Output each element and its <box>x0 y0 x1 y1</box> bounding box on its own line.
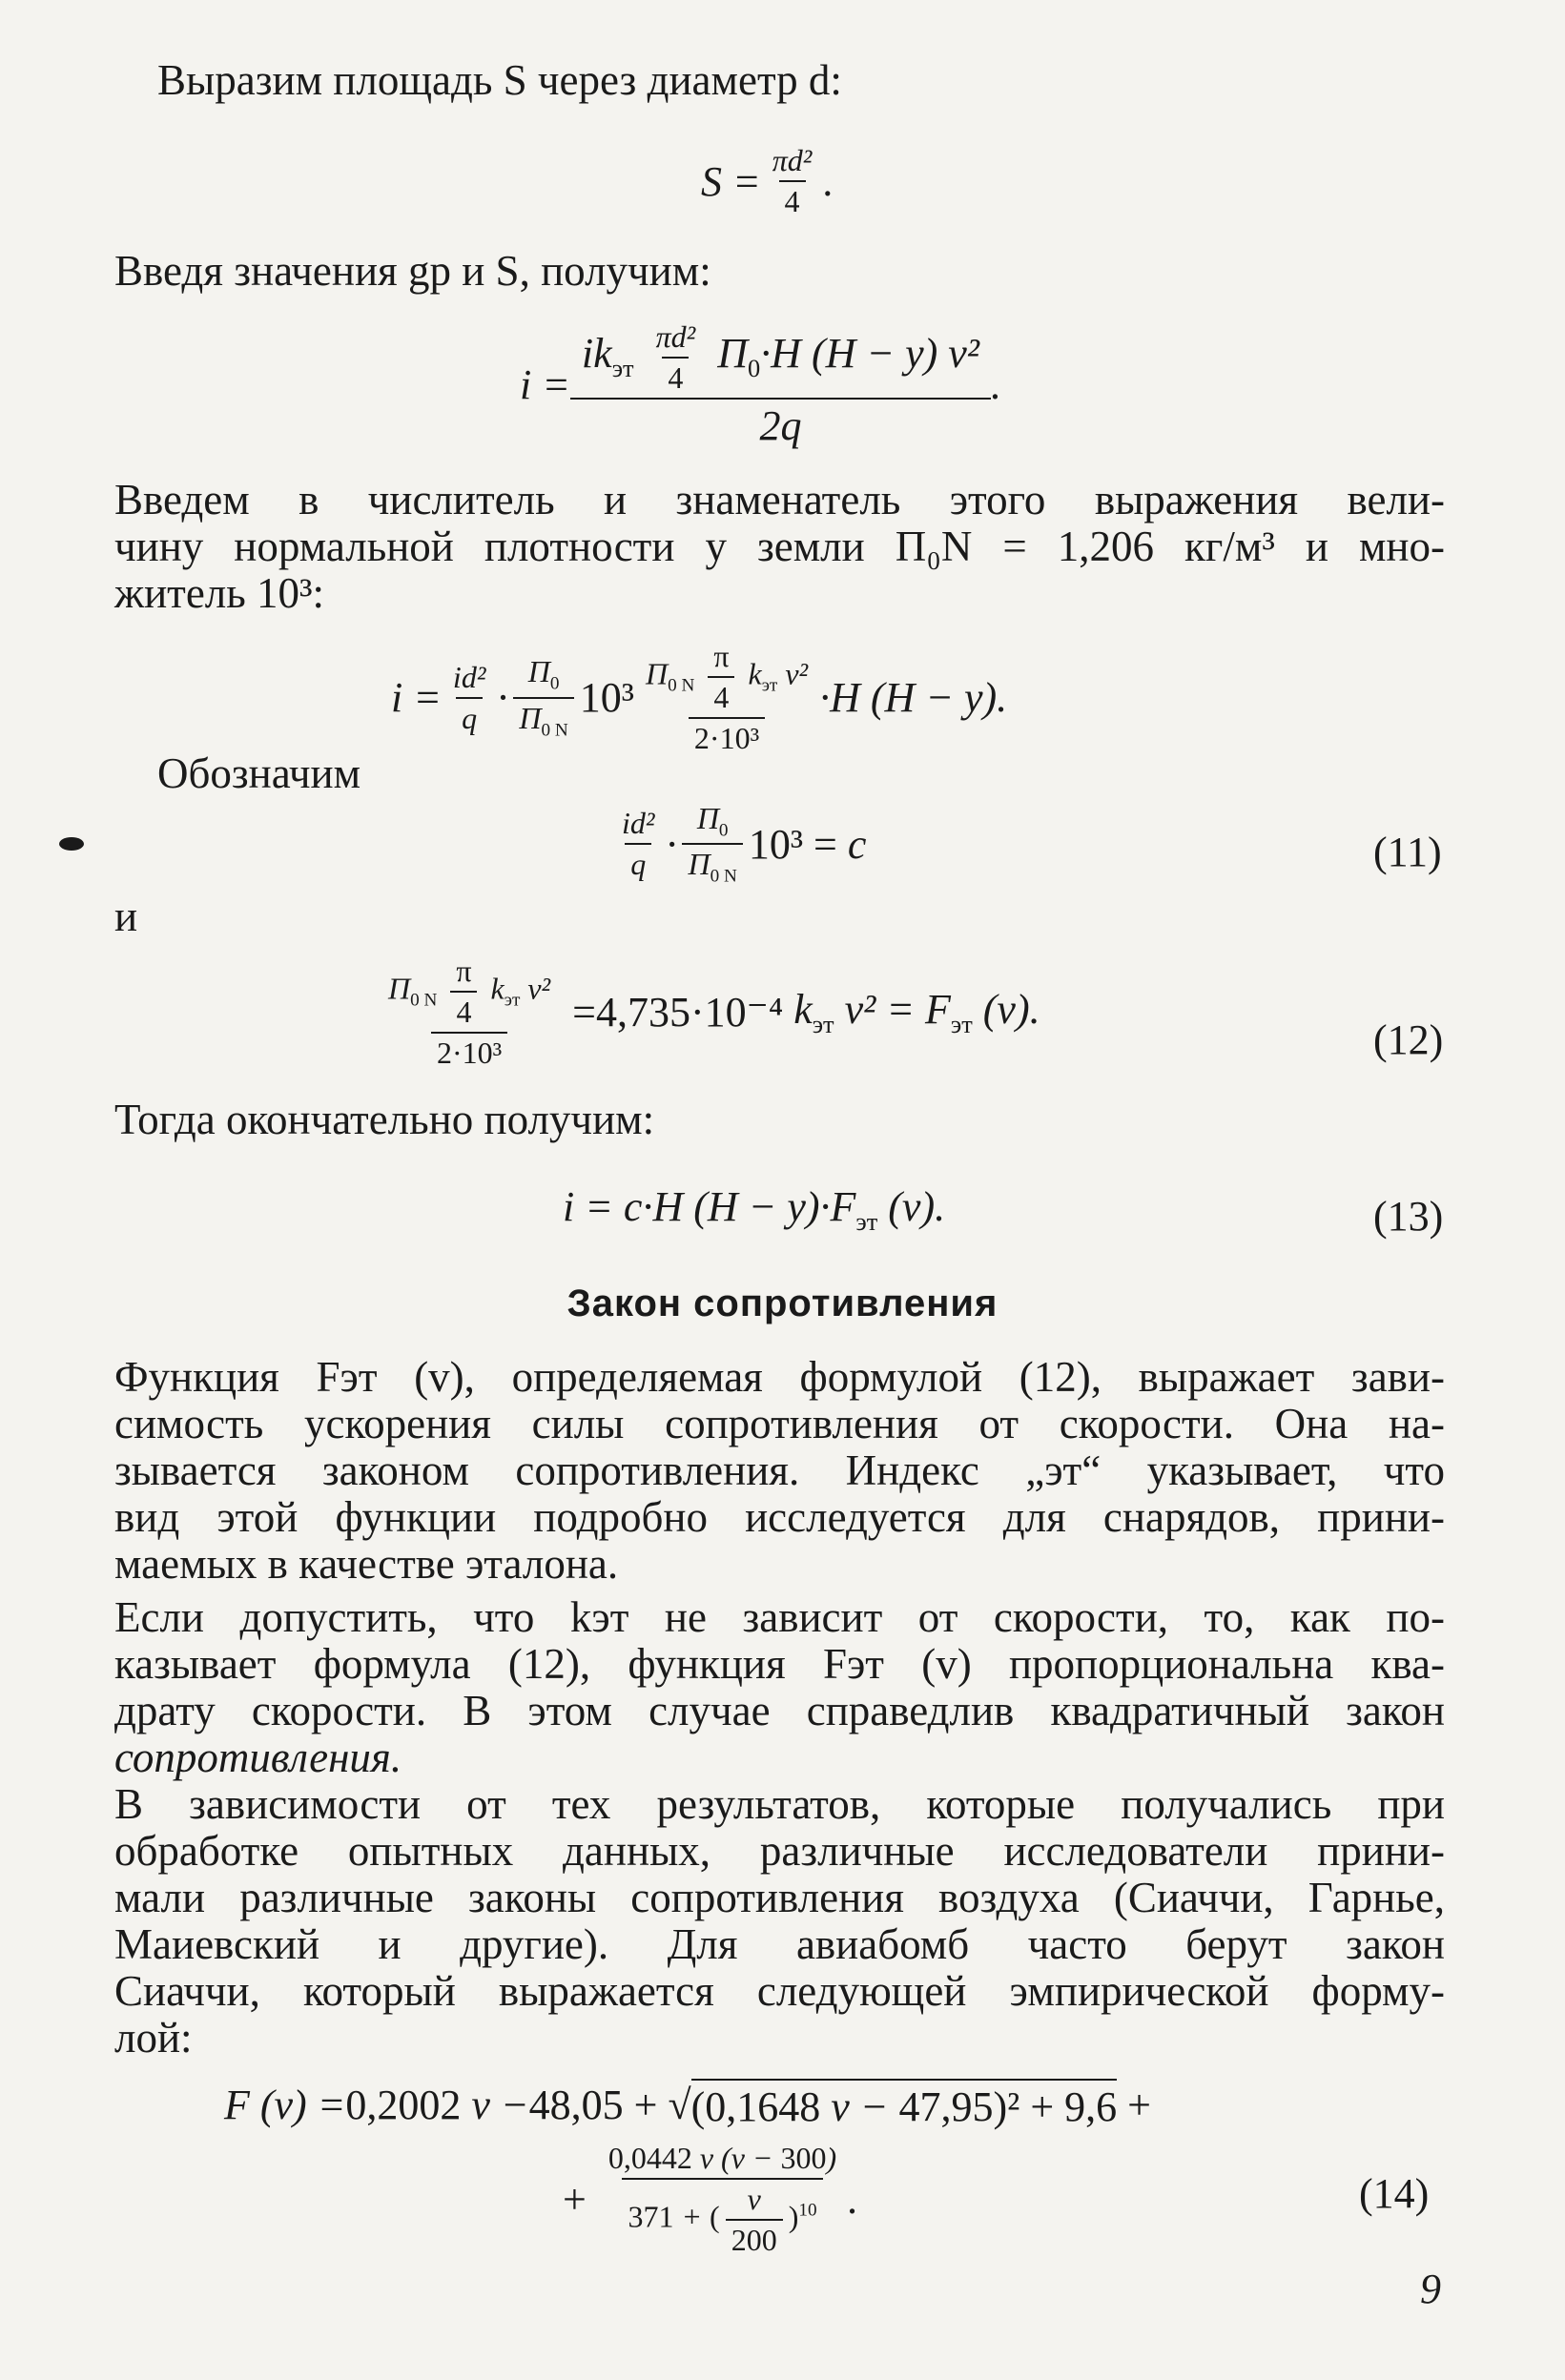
equation-number-14: (14) <box>1359 2170 1430 2217</box>
page-number: 9 <box>1420 2266 1441 2312</box>
text-line: сопротивления. <box>114 1734 402 1781</box>
function-paragraph <box>114 1354 1445 1588</box>
text-line: Введем в числитель и знаменатель этого выражения вели- <box>114 476 1445 523</box>
text-line: чину нормальной плотности у земли П₀N = 1,206 кг/м³ и мно- <box>114 523 1445 570</box>
introduce-text: Введя значения gр и S, получим: <box>114 247 711 295</box>
text-line: зывается законом сопротивления. Индекс „эт“ указывает, что <box>114 1446 1445 1494</box>
text-line: В зависимости от тех результатов, которые получались при <box>114 1780 1445 1828</box>
equation-13: i = c·H $(H - y)\cdot F_{эт}$ (v). <box>563 1183 946 1236</box>
text-line: симость ускорения силы сопротивления от скорости. Она на- <box>114 1400 1445 1447</box>
const: 200 <box>726 2219 783 2258</box>
const: 0,0442 <box>607 2141 692 2175</box>
text-line: обработке опытных данных, различные исследователи прини- <box>114 1827 1445 1875</box>
equation-number-11: (11) <box>1373 829 1442 875</box>
equation-11: $\frac{\text{id²}}{q}$ · $\frac{П_0}{П_{0 N}}$ 10³ = c <box>622 801 867 887</box>
equation-expanded: i = $\frac{\text{id²}}{q}$ · $\frac{П_0}{П_{0 N}}$ 10³ $П_{0 N}$ $\frac{\pi}{4}$ $k_{эт}$ v² 2·10³ ·H (H − y). <box>391 639 1008 755</box>
label-and <box>114 892 137 941</box>
equation-number-13: (13) <box>1373 1193 1444 1240</box>
text-line: Маиевский и другие). Для авиабомб часто берут закон <box>114 1920 1445 1968</box>
text-line: маемых в качестве эталона. <box>114 1540 619 1588</box>
introduce-paragraph <box>114 246 711 296</box>
const: 47,95 <box>898 2083 994 2130</box>
equation-12: $П_{0 N}$ $\frac{\pi}{4}$ $k_{эт}$ v² 2·10³ = 4,735·10⁻⁴ $k_{эт}$ $v^2 = F_{эт}$ (v). <box>388 954 1040 1070</box>
text-line: драту скорости. В этом случае справедлив квадратичный закон <box>114 1687 1445 1734</box>
const: 10 <box>798 2200 817 2221</box>
const: 48,05 <box>528 2082 624 2128</box>
text-line: казывает формула (12), функция Fэт (v) пропорциональна ква- <box>114 1640 1445 1688</box>
equation-number-12: (12) <box>1373 1016 1444 1063</box>
quadratic-paragraph <box>114 1594 1445 1781</box>
ink-blot <box>59 837 84 851</box>
text-line: мали различные законы сопротивления воздуха (Сиаччи, Гарнье, <box>114 1874 1445 1921</box>
text-line: житель 10³: <box>114 569 325 617</box>
text-line: Функция Fэт (v), определяемая формулой (12), выражает зави- <box>114 1353 1445 1401</box>
siacci-paragraph <box>114 1781 1445 2062</box>
then-paragraph <box>114 1095 654 1144</box>
text-line: вид этой функции подробно исследуется для снарядов, прини- <box>114 1493 1445 1541</box>
text-line: Если допустить, что kэт не зависит от скорости, то, как по- <box>114 1593 1445 1641</box>
density-paragraph <box>114 477 1445 617</box>
intro-text: Выразим площадь S через диаметр d: <box>157 56 842 104</box>
intro-paragraph <box>157 55 842 105</box>
equation-area: S = $\frac{\text{πd²}}{4}$ . <box>701 143 834 218</box>
section-title: Закон сопротивления <box>566 1282 999 1324</box>
equation-i: i = $ik_{эт}$ $\frac{\text{πd²}}{4}$ $П_0\cdot H$ (H − y) v² 2q . <box>520 319 1001 449</box>
const: 371 <box>628 2199 674 2234</box>
eq12-constant: 4,735·10⁻⁴ <box>595 989 784 1036</box>
denote-text: Обозначим <box>157 749 361 797</box>
label-denote <box>157 749 360 798</box>
text-line: Сиаччи, который выражается следующей эмпирической форму- <box>114 1967 1445 2015</box>
const: 300 <box>780 2141 827 2175</box>
equation-14-line2: + 0,0442 v (v − 300) 371 + ( $\frac{v}{200}$ )$^{10}$ . <box>563 2141 859 2257</box>
text-line: лой: <box>114 2014 193 2062</box>
equation-14-line1: F (v) = 0,2002 v − 48,05 + √ (0,1648 v − 47,95)² + 9,6 + <box>224 2079 1151 2131</box>
const: 0,2002 <box>345 2082 462 2128</box>
and-text: и <box>114 892 138 940</box>
const: 0,1648 <box>705 2083 821 2130</box>
const: 9,6 <box>1064 2083 1118 2130</box>
then-text: Тогда окончательно получим: <box>114 1096 655 1143</box>
